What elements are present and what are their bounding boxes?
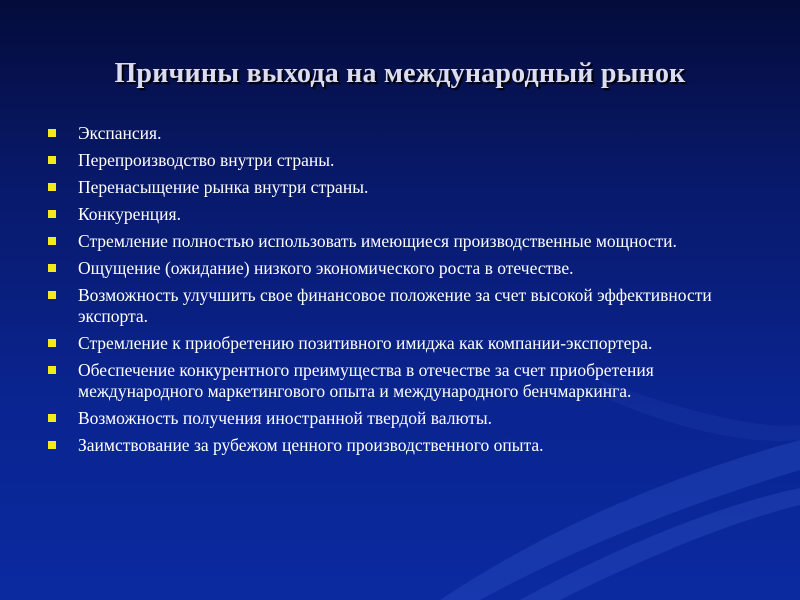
square-bullet-icon xyxy=(48,156,56,164)
bullet-item xyxy=(48,123,748,144)
bullet-item xyxy=(48,177,748,198)
bullet-text: Перенасыщение рынка внутри страны. xyxy=(78,177,369,197)
bullet-item xyxy=(48,285,748,327)
square-bullet-icon xyxy=(48,264,56,272)
bullet-item xyxy=(48,258,748,279)
bullet-text: Возможность улучшить свое финансовое положение за счет высокой эффективности экспорта. xyxy=(78,285,712,326)
bullet-text: Заимствование за рубежом ценного производственного опыта. xyxy=(78,435,544,455)
bullet-item xyxy=(48,231,748,252)
square-bullet-icon xyxy=(48,414,56,422)
bullet-text: Обеспечение конкурентного преимущества в отечестве за счет приобретения международного маркетингового опыта и международного бенчмаркинга. xyxy=(78,360,654,401)
slide-title: Причины выхода на международный рынок xyxy=(114,58,686,89)
bullet-item xyxy=(48,204,748,225)
bullet-text: Стремление полностью использовать имеющиеся производственные мощности. xyxy=(78,231,677,251)
bullet-item xyxy=(48,435,748,456)
square-bullet-icon xyxy=(48,339,56,347)
bullet-item xyxy=(48,360,748,402)
square-bullet-icon xyxy=(48,441,56,449)
bullet-item xyxy=(48,150,748,171)
bullet-text: Перепроизводство внутри страны. xyxy=(78,150,335,170)
bullet-item xyxy=(48,333,748,354)
bullet-text: Стремление к приобретению позитивного имиджа как компании-экспортера. xyxy=(78,333,653,353)
bullet-item xyxy=(48,408,748,429)
square-bullet-icon xyxy=(48,237,56,245)
bullet-list xyxy=(48,123,748,462)
square-bullet-icon xyxy=(48,291,56,299)
bullet-text: Экспансия. xyxy=(78,123,162,143)
square-bullet-icon xyxy=(48,129,56,137)
bullet-text: Конкуренция. xyxy=(78,204,181,224)
square-bullet-icon xyxy=(48,183,56,191)
square-bullet-icon xyxy=(48,210,56,218)
square-bullet-icon xyxy=(48,366,56,374)
bullet-text: Ощущение (ожидание) низкого экономического роста в отечестве. xyxy=(78,258,574,278)
bullet-text: Возможность получения иностранной твердой валюты. xyxy=(78,408,493,428)
